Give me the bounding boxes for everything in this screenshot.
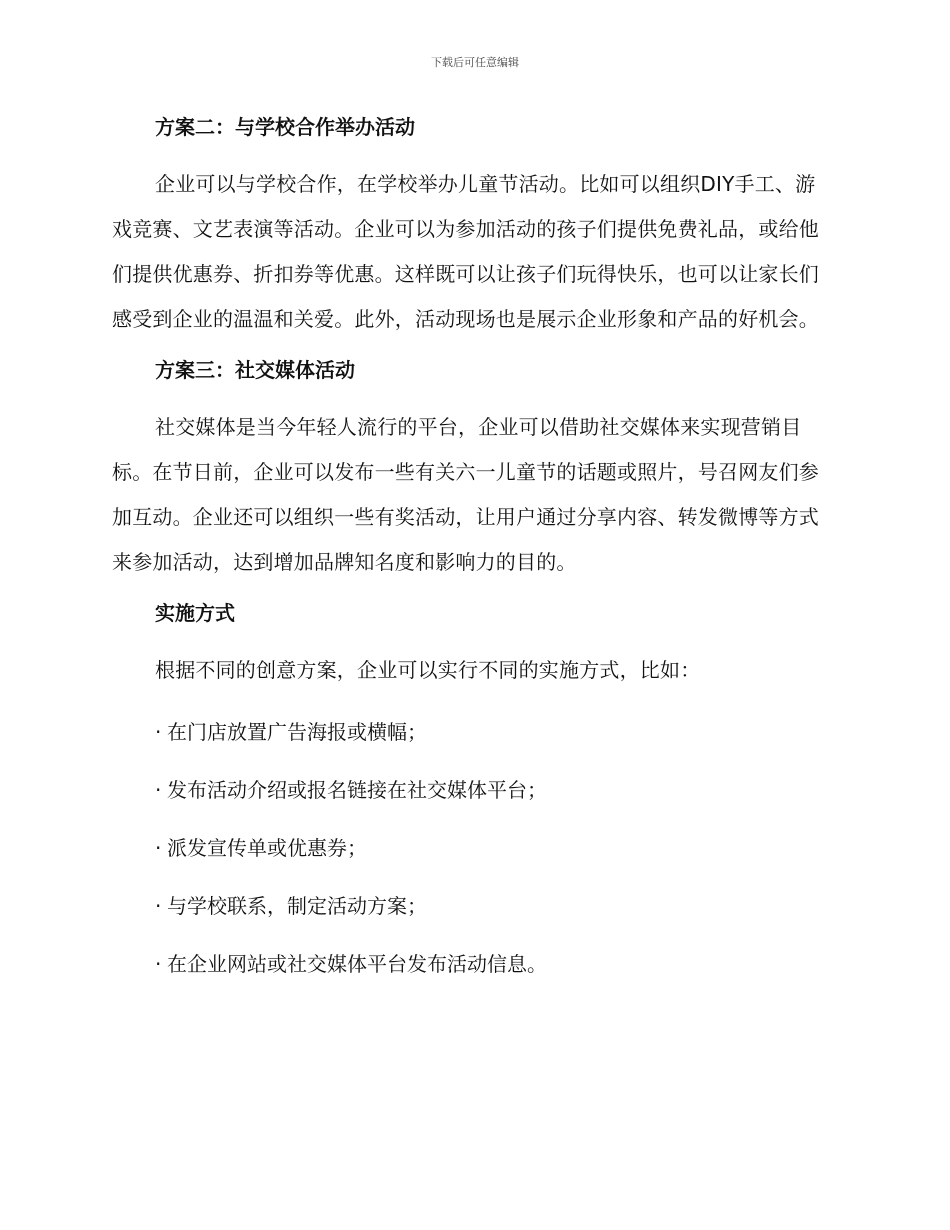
bullet-dot-icon: · (155, 952, 162, 976)
list-item (112, 833, 832, 863)
section-heading-plan-two: 方案二：与学校合作举办活动 (155, 115, 415, 139)
bullet-dot-icon: · (155, 720, 162, 744)
list-item (112, 949, 832, 979)
section-paragraph-plan-three: 社交媒体是当今年轻人流行的平台，企业可以借助社交媒体来实现营销目标。在节日前，企业可以发布一些有关六一儿童节的话题或照片，号召网友们参加互动。企业还可以组织一些有奖活动，让用户通过分享内容、转发微博等方式来参加活动，达到增加品牌知名度和影响力的目的。 (112, 415, 819, 574)
list-item-text: 在企业网站或社交媒体平台发布活动信息。 (167, 952, 547, 976)
list-item-text: 派发宣传单或优惠券； (167, 836, 367, 860)
section-heading-plan-three: 方案三：社交媒体活动 (155, 358, 355, 382)
page-header: 下载后可任意编辑 (431, 56, 519, 69)
list-item (112, 891, 832, 921)
bullet-dot-icon: · (155, 778, 162, 802)
section-paragraph-implementation: 根据不同的创意方案，企业可以实行不同的实施方式，比如： (155, 658, 701, 682)
bullet-dot-icon: · (155, 836, 162, 860)
bullet-dot-icon: · (155, 894, 162, 918)
list-item-text: 与学校联系，制定活动方案； (167, 894, 427, 918)
list-item-text: 发布活动介绍或报名链接在社交媒体平台； (167, 778, 547, 802)
list-item (112, 717, 832, 747)
section-heading-implementation: 实施方式 (155, 601, 235, 625)
list-item (112, 775, 832, 805)
list-item-text: 在门店放置广告海报或横幅； (167, 720, 427, 744)
document-body (112, 112, 832, 1007)
implementation-list (112, 717, 832, 979)
section-paragraph-plan-two: 企业可以与学校合作，在学校举办儿童节活动。比如可以组织DIY手工、游戏竞赛、文艺表演等活动。企业可以为参加活动的孩子们提供免费礼品，或给他们提供优惠券、折扣券等优惠。这样既可以让孩子们玩得快乐，也可以让家长们感受到企业的温温和关爱。此外，活动现场也是展示企业形象和产品的好机会。 (112, 172, 819, 331)
